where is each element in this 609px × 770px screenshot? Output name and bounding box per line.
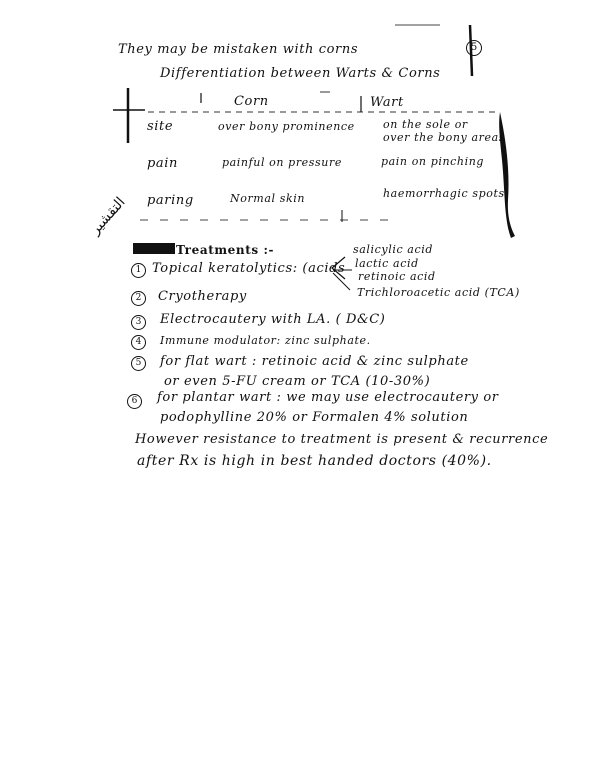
row-site-corn: over bony prominence <box>218 120 355 133</box>
acid-lactic: lactic acid <box>355 257 419 270</box>
treatment-5: for flat wart : retinoic acid & zinc sulphate <box>160 354 469 369</box>
row-pain-corn: painful on pressure <box>222 156 342 169</box>
row-paring-wart: haemorrhagic spots <box>383 187 505 200</box>
treatment-number-3: 3 <box>131 315 146 330</box>
treatment-1: Topical keratolytics: (acids <box>152 261 346 276</box>
closing-line-1: However resistance to treatment is present & recurrence <box>135 432 549 447</box>
treatment-number-2: 2 <box>131 291 146 306</box>
row-paring-label: paring <box>147 193 194 208</box>
row-site-wart-2: over the bony areas <box>383 131 506 144</box>
treatment-number-5: 5 <box>131 356 146 371</box>
acid-salicylic: salicylic acid <box>353 243 433 256</box>
row-paring-corn: Normal skin <box>230 192 306 205</box>
header-wart: Wart <box>370 95 404 110</box>
treatment-number-6: 6 <box>127 394 142 409</box>
margin-note-arabic: التقشير <box>87 194 129 238</box>
row-pain-wart: pain on pinching <box>381 155 485 168</box>
acid-tca: Trichloroacetic acid (TCA) <box>357 286 520 299</box>
row-pain-label: pain <box>147 156 179 171</box>
row-site-wart-1: on the sole or <box>383 118 468 131</box>
page-number: 5 <box>466 40 482 56</box>
row-site-label: site <box>147 119 174 134</box>
treatment-number-1: 1 <box>131 263 146 278</box>
header-corn: Corn <box>234 94 269 109</box>
acid-retinoic: retinoic acid <box>358 270 436 283</box>
treatment-number-4: 4 <box>131 335 146 350</box>
treatment-4: Immune modulator: zinc sulphate. <box>160 334 371 347</box>
treatment-6-cont: podophylline 20% or Formalen 4% solution <box>160 410 469 425</box>
treatment-3: Electrocautery with LA. ( D&C) <box>160 312 386 327</box>
treatment-2: Cryotherapy <box>158 289 247 304</box>
treatment-5-cont: or even 5-FU cream or TCA (10-30%) <box>164 374 431 389</box>
closing-line-2: after Rx is high in best handed doctors (40%). <box>137 453 492 469</box>
intro-text: They may be mistaken with corns <box>118 42 359 57</box>
table-title: Differentiation between Warts & Corns <box>160 66 441 81</box>
treatment-heading: Treatments :- <box>176 243 275 257</box>
treatment-6: for plantar wart : we may use electrocautery or <box>157 390 499 405</box>
